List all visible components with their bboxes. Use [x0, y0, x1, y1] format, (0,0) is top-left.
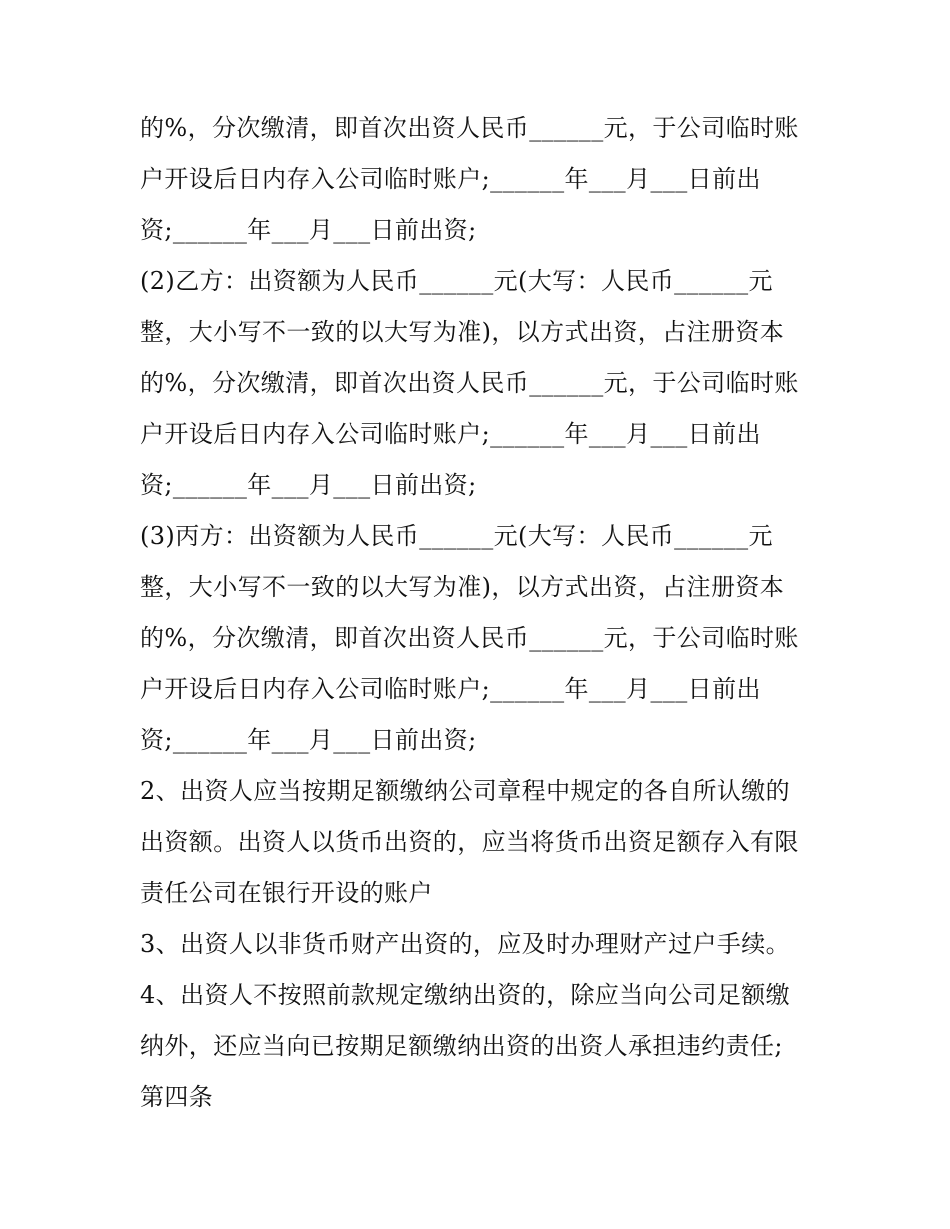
text-line: 户开设后日内存入公司临时账户;______年___月___日前出	[140, 675, 761, 703]
text-line: 资;______年___月___日前出资;	[140, 726, 477, 754]
text-line: 的%，分次缴清，即首次出资人民币______元，于公司临时账	[140, 114, 799, 142]
text-line: 的%，分次缴清，即首次出资人民币______元，于公司临时账	[140, 624, 799, 652]
text-line: 户开设后日内存入公司临时账户;______年___月___日前出	[140, 420, 761, 448]
text-line: 整，大小写不一致的以大写为准)，以方式出资，占注册资本	[140, 573, 785, 601]
text-line: (2)乙方：出资额为人民币______元(大写：人民币______元	[140, 267, 773, 295]
text-line: 纳外，还应当向已按期足额缴纳出资的出资人承担违约责任;	[140, 1032, 783, 1060]
text-line: 资;______年___月___日前出资;	[140, 471, 477, 499]
text-line: 整，大小写不一致的以大写为准)，以方式出资，占注册资本	[140, 318, 785, 346]
text-line: 4、出资人不按照前款规定缴纳出资的，除应当向公司足额缴	[140, 981, 791, 1009]
text-line: 责任公司在银行开设的账户	[140, 879, 433, 907]
text-line: 资;______年___月___日前出资;	[140, 216, 477, 244]
text-line: 出资额。出资人以货币出资的，应当将货币出资足额存入有限	[140, 828, 799, 856]
text-line: 2、出资人应当按期足额缴纳公司章程中规定的各自所认缴的	[140, 777, 791, 805]
section-heading: 第四条	[140, 1083, 214, 1111]
text-line: 的%，分次缴清，即首次出资人民币______元，于公司临时账	[140, 369, 799, 397]
text-line: 户开设后日内存入公司临时账户;______年___月___日前出	[140, 165, 761, 193]
text-line: (3)丙方：出资额为人民币______元(大写：人民币______元	[140, 522, 773, 550]
text-line: 3、出资人以非货币财产出资的，应及时办理财产过户手续。	[140, 930, 791, 958]
